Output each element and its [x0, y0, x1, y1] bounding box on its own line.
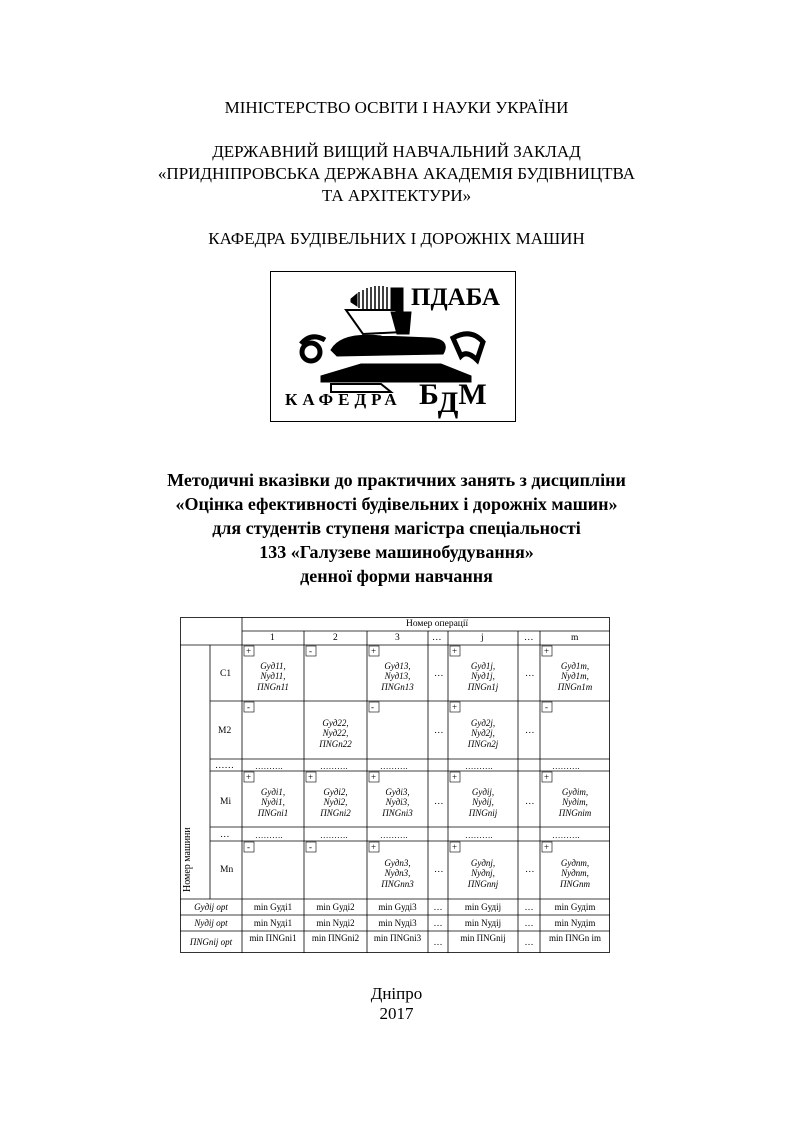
- col-header-dots-2: …: [524, 633, 534, 643]
- cell-mi-m: Gудim, Nудim, ПNGnim: [558, 787, 592, 818]
- dots-cell: …: [434, 797, 444, 807]
- opt-n-1: min Nудi1: [253, 918, 293, 928]
- opt-label-p: ПNGnij opt: [189, 937, 233, 947]
- svg-text:+: +: [452, 772, 458, 782]
- row-label-dots: ……: [215, 761, 234, 771]
- cell-mn-m: Gудnm, Nудnm, ПNGnm: [559, 858, 590, 889]
- logo-bdm: БДМ: [419, 378, 487, 419]
- cell-mn-j: Gудnj, Nудnj, ПNGnnj: [467, 858, 499, 889]
- title-line-4: 133 «Галузеве машинобудування»: [259, 542, 534, 562]
- svg-text:-: -: [247, 842, 250, 852]
- opt-g-dots: …: [433, 902, 443, 912]
- cell-mi-1: Gудi1, Nудi1, ПNGni1: [257, 787, 289, 818]
- department-logo: [270, 271, 516, 422]
- row-label-mn: Mn: [220, 865, 234, 875]
- svg-text:+: +: [544, 772, 550, 782]
- opt-g-m: min Gудim: [554, 902, 596, 912]
- opt-n-m: min Nудim: [554, 918, 596, 928]
- cell-mn-3: Gудn3, Nудn3, ПNGnn3: [381, 858, 414, 889]
- opt-p-m: min ПNGn im: [548, 933, 601, 943]
- cell-c1-1: Gуд11, Nуд11, ПNGn11: [257, 661, 289, 692]
- col-header-1: 1: [270, 633, 275, 643]
- opt-p-dots: …: [433, 937, 443, 947]
- footer-city: Дніпро: [370, 984, 423, 1003]
- title-line-3: для студентів ступеня магістра спеціальності: [212, 518, 581, 538]
- col-header-j: j: [481, 633, 484, 643]
- svg-text:-: -: [247, 702, 250, 712]
- title-line-5: денної форми навчання: [300, 566, 493, 586]
- opt-n-3: min Nудi3: [378, 918, 417, 928]
- opt-n-dots-2: …: [524, 918, 534, 928]
- opt-p-1: min ПNGni1: [249, 933, 297, 943]
- operation-number-header: Номер операції: [406, 619, 469, 629]
- svg-text:-: -: [309, 842, 312, 852]
- opt-p-2: min ПNGni2: [311, 933, 360, 943]
- title-line-1: Методичні вказівки до практичних занять з дисципліни: [167, 470, 626, 490]
- svg-text:+: +: [452, 842, 458, 852]
- dots-row-cell: ……….: [380, 761, 408, 771]
- col-header-m: m: [571, 633, 579, 643]
- cell-c1-3: Gуд13, Nуд13, ПNGn13: [381, 661, 414, 692]
- svg-text:+: +: [308, 772, 314, 782]
- department-heading: КАФЕДРА БУДІВЕЛЬНИХ І ДОРОЖНІХ МАШИН: [208, 229, 585, 248]
- opt-n-dots: …: [433, 918, 443, 928]
- svg-text:+: +: [544, 646, 550, 656]
- operations-table: [180, 617, 610, 953]
- svg-text:+: +: [246, 646, 252, 656]
- machine-number-header: Номер машини: [182, 827, 193, 892]
- svg-text:+: +: [371, 646, 377, 656]
- svg-text:-: -: [371, 702, 374, 712]
- col-header-3: 3: [395, 633, 400, 643]
- dots-row-cell: ……….: [255, 830, 283, 840]
- opt-p-3: min ПNGni3: [373, 933, 422, 943]
- opt-n-j: min Nудij: [464, 918, 502, 928]
- dots-row-cell: ……….: [320, 830, 348, 840]
- opt-g-j: min Gудij: [464, 902, 502, 912]
- dots-row-cell: ……….: [320, 761, 348, 771]
- cell-c1-j: Gуд1j, Nуд1j, ПNGn1j: [467, 661, 499, 692]
- dots-cell: …: [525, 865, 535, 875]
- col-header-2: 2: [333, 633, 338, 643]
- opt-g-2: min Gудi2: [316, 902, 355, 912]
- dots-row-cell: ……….: [465, 761, 493, 771]
- institution-line-3: ТА АРХІТЕКТУРИ»: [321, 186, 472, 205]
- dots-cell: …: [434, 669, 444, 679]
- dots-row-cell: ……….: [465, 830, 493, 840]
- opt-g-1: min Gудi1: [253, 902, 293, 912]
- cell-mi-2: Gудi2, Nудi2, ПNGni2: [320, 787, 351, 818]
- title-line-2: «Оцінка ефективності будівельних і дорожніх машин»: [175, 494, 618, 514]
- dots-row-cell: ……….: [255, 761, 283, 771]
- opt-g-dots-2: …: [524, 902, 534, 912]
- cell-mi-j: Gудij, Nудij, ПNGnij: [468, 787, 498, 818]
- svg-text:+: +: [544, 842, 550, 852]
- row-label-c1: C1: [220, 669, 232, 679]
- opt-label-n: Nудij opt: [194, 918, 228, 928]
- cell-c1-m: Gуд1m, Nуд1m, ПNGn1m: [557, 661, 593, 692]
- logo-kafedra: КАФЕДРА: [285, 390, 402, 409]
- col-header-dots: …: [432, 633, 442, 643]
- svg-text:+: +: [371, 772, 377, 782]
- dots-row-cell: ……….: [552, 761, 580, 771]
- svg-text:+: +: [246, 772, 252, 782]
- opt-label-g: Gудij opt: [194, 902, 228, 912]
- cell-mi-3: Gудi3, Nудi3, ПNGni3: [382, 787, 413, 818]
- svg-text:+: +: [452, 646, 458, 656]
- dots-cell: …: [434, 726, 444, 736]
- cell-m2-j: Gуд2j, Nуд2j, ПNGn2j: [467, 718, 499, 749]
- cell-m2-2: Gуд22, Nуд22, ПNGn22: [319, 718, 352, 749]
- row-label-dots-2: …: [220, 830, 230, 840]
- row-label-mi: Mi: [220, 797, 232, 807]
- dots-cell: …: [525, 669, 535, 679]
- dots-row-cell: ……….: [552, 830, 580, 840]
- row-label-m2: M2: [218, 726, 232, 736]
- logo-abbreviation: ПДАБА: [411, 284, 500, 311]
- footer-year: 2017: [379, 1004, 414, 1023]
- opt-p-dots-2: …: [524, 937, 534, 947]
- svg-text:+: +: [452, 702, 458, 712]
- svg-text:+: +: [371, 842, 377, 852]
- svg-text:-: -: [309, 646, 312, 656]
- svg-text:-: -: [545, 702, 548, 712]
- dots-row-cell: ……….: [380, 830, 408, 840]
- dots-cell: …: [525, 726, 535, 736]
- opt-n-2: min Nудi2: [316, 918, 355, 928]
- dots-cell: …: [525, 797, 535, 807]
- opt-p-j: min ПNGnij: [460, 933, 506, 943]
- ministry-heading: МІНІСТЕРСТВО ОСВІТИ І НАУКИ УКРАЇНИ: [224, 98, 569, 117]
- opt-g-3: min Gудi3: [378, 902, 417, 912]
- dots-cell: …: [434, 865, 444, 875]
- institution-line-1: ДЕРЖАВНИЙ ВИЩИЙ НАВЧАЛЬНИЙ ЗАКЛАД: [212, 142, 581, 161]
- institution-line-2: «ПРИДНІПРОВСЬКА ДЕРЖАВНА АКАДЕМІЯ БУДІВНИЦТВА: [157, 164, 636, 183]
